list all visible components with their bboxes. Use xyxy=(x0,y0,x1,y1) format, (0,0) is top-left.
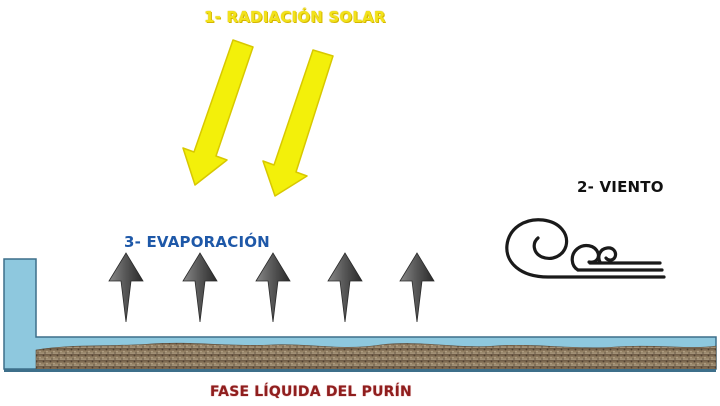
evaporation-arrows xyxy=(109,253,434,322)
up-arrow-icon xyxy=(183,253,217,322)
up-arrow-icon xyxy=(328,253,362,322)
sun-ray-arrow-icon xyxy=(263,50,333,196)
slurry-layer xyxy=(36,343,716,369)
wind-label: 2- VIENTO xyxy=(577,178,664,196)
sun-ray-arrow-icon xyxy=(183,40,253,185)
liquid-phase-label: FASE LÍQUIDA DEL PURÍN xyxy=(210,384,412,400)
up-arrow-icon xyxy=(400,253,434,322)
wind-swirl-icon xyxy=(507,220,664,277)
up-arrow-icon xyxy=(256,253,290,322)
tank-floor xyxy=(4,369,716,372)
solar-arrows xyxy=(183,40,333,196)
evaporation-label: 3- EVAPORACIÓN xyxy=(124,233,270,251)
up-arrow-icon xyxy=(109,253,143,322)
solar-radiation-label: 1- RADIACIÓN SOLAR xyxy=(204,8,386,26)
